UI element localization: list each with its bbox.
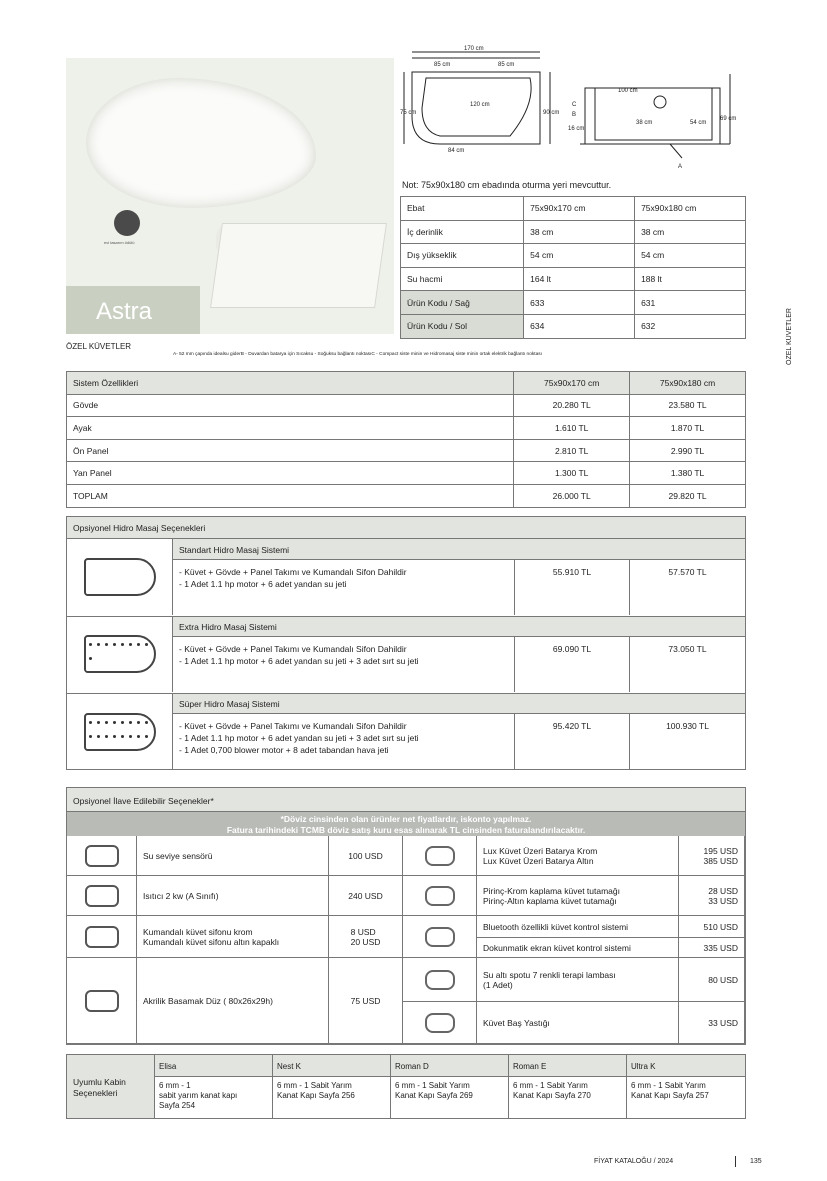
jet-dot-icon — [105, 735, 108, 738]
spec-label: Dış yükseklik — [401, 244, 524, 268]
dim-label: 100 cm — [618, 88, 638, 94]
technical-drawing — [400, 44, 750, 184]
option-name-text — [483, 943, 631, 953]
option-price-text — [704, 846, 739, 866]
cabin-detail — [509, 1077, 627, 1118]
jet-dot-icon — [113, 735, 116, 738]
spec-value: 38 cm — [635, 220, 746, 244]
seat-note: Not: 75x90x180 cm ebadında oturma yeri mevcuttur. — [402, 180, 612, 190]
cabin-name: Elisa — [155, 1055, 273, 1077]
option-price-text — [708, 1018, 738, 1028]
options-section — [66, 787, 746, 1045]
hydro-description — [173, 637, 515, 692]
option-price-text — [348, 851, 383, 861]
option-icon — [425, 886, 455, 906]
jet-dot-icon — [145, 735, 148, 738]
hydro-line: - 1 Adet 0,700 blower motor + 8 adet tabandan hava jeti — [179, 745, 389, 755]
jet-dot-icon — [137, 643, 140, 646]
bathtub-side-view-image — [210, 223, 387, 308]
product-name: Astra — [96, 298, 153, 325]
cabin-detail — [273, 1077, 391, 1118]
option-price-text — [351, 927, 381, 947]
spec-value: 188 lt — [635, 267, 746, 291]
spec-value: 164 lt — [524, 267, 635, 291]
option-price-line: 195 USD — [703, 845, 738, 856]
option-price-line: 33 USD — [708, 895, 738, 906]
option-price — [679, 916, 745, 938]
option-price-text — [704, 922, 739, 932]
cabin-line: 6 mm - 1 Sabit Yarım — [277, 1081, 352, 1090]
hydro-block — [67, 539, 745, 615]
option-price-line: 75 USD — [350, 995, 381, 1006]
dim-label: B — [572, 112, 577, 118]
hydro-separator — [67, 616, 745, 617]
hydro-block — [67, 693, 745, 770]
option-price-line: 33 USD — [708, 1017, 738, 1028]
system-header: 75x90x170 cm — [514, 372, 630, 395]
hydro-system-name: Süper Hidro Masaj Sistemi — [173, 693, 745, 714]
option-icon — [425, 846, 455, 866]
option-price-text — [704, 943, 739, 953]
system-price: 2.810 TL — [514, 439, 630, 462]
dim-label: 54 cm — [690, 120, 707, 126]
option-name-line: Lux Küvet Üzeri Batarya Krom — [483, 845, 598, 856]
system-row — [67, 439, 746, 462]
option-name — [477, 1002, 679, 1044]
cabin-line: Kanat Kapı Sayfa 270 — [513, 1091, 591, 1100]
cabin-line: 6 mm - 1 Sabit Yarım — [631, 1081, 706, 1090]
hydro-description — [173, 560, 515, 615]
cabin-line: Kanat Kapı Sayfa 256 — [277, 1091, 355, 1100]
currency-warning-line2: Fatura tarihindeki TCMB döviz satış kuru esas alınarak TL cinsinden faturalandırılacaktır. — [226, 825, 586, 835]
system-price: 1.300 TL — [514, 462, 630, 485]
hydro-system-name: Extra Hidro Masaj Sistemi — [173, 616, 745, 637]
hydro-description — [173, 714, 515, 770]
spec-value: 632 — [635, 314, 746, 338]
hydro-line: - 1 Adet 1.1 hp motor + 6 adet yandan su jeti + 3 adet sırt su jeti — [179, 733, 419, 743]
spec-value: 38 cm — [524, 220, 635, 244]
hydro-line: - Küvet + Gövde + Panel Takımı ve Kumandalı Sifon Dahildir — [179, 721, 407, 731]
footer-divider — [735, 1156, 736, 1167]
jet-dot-icon — [89, 643, 92, 646]
system-price: 20.280 TL — [514, 394, 630, 417]
hydro-image — [67, 616, 173, 692]
option-icon — [85, 845, 119, 867]
hydro-line: - 1 Adet 1.1 hp motor + 6 adet yandan su jeti + 3 adet sırt su jeti — [179, 656, 419, 666]
hydro-price: 55.910 TL — [515, 560, 630, 615]
option-price — [679, 836, 745, 876]
cabin-detail — [155, 1077, 273, 1118]
jet-dot-icon — [89, 657, 92, 660]
option-name — [477, 876, 679, 916]
options-title: Opsiyonel İlave Edilebilir Seçenekler* — [67, 788, 745, 812]
jet-dot-icon — [89, 735, 92, 738]
option-price-text — [708, 975, 738, 985]
drawing-footnote: A- 52 mm çapında idealsu giderB - Duvardan batarya için Sıcaksu - Soğuksu bağlantı noktasıC - Compact siste minin ve Hidromasaj siste minin ortak elektrik bağlantı noktası — [173, 352, 542, 357]
system-price: 1.870 TL — [630, 417, 746, 440]
hydro-line: - Küvet + Gövde + Panel Takımı ve Kumandalı Sifon Dahildir — [179, 644, 407, 654]
system-row — [67, 417, 746, 440]
option-price-line: 510 USD — [703, 921, 738, 932]
bathtub-outline-icon — [84, 713, 156, 751]
spec-label: Ebat — [401, 197, 524, 221]
system-price-table — [66, 371, 746, 508]
jet-dot-icon — [121, 721, 124, 724]
option-name-text — [143, 891, 219, 901]
dim-label: 69 cm — [720, 116, 737, 122]
spec-value: 54 cm — [635, 244, 746, 268]
option-name-line: Lux Küvet Üzeri Batarya Altın — [483, 855, 594, 866]
option-name-line: Isıtıcı 2 kw (A Sınıfı) — [143, 890, 219, 901]
spec-value: 631 — [635, 291, 746, 315]
option-name — [137, 876, 329, 916]
option-name-line: Akrilik Basamak Düz ( 80x26x29h) — [143, 995, 273, 1006]
dim-label: 120 cm — [470, 102, 490, 108]
jet-dot-icon — [129, 721, 132, 724]
option-price — [679, 1002, 745, 1044]
dim-label: 75 cm — [400, 110, 417, 116]
option-name-line: Bluetooth özellikli küvet kontrol sistemi — [483, 921, 629, 932]
dim-label: 16 cm — [568, 126, 585, 132]
option-price-line: 28 USD — [708, 885, 738, 896]
option-price — [329, 876, 403, 916]
option-name — [137, 916, 329, 958]
option-icon — [85, 926, 119, 948]
dim-label: 38 cm — [636, 120, 653, 126]
spec-value: 634 — [524, 314, 635, 338]
option-name — [477, 938, 679, 958]
page-number: 135 — [750, 1158, 762, 1165]
option-name-line: Pirinç-Krom kaplama küvet tutamağı — [483, 885, 620, 896]
hydro-price: 69.090 TL — [515, 637, 630, 692]
bathtub-outline-icon — [84, 635, 156, 673]
option-price — [329, 836, 403, 876]
option-price — [679, 938, 745, 958]
system-price: 1.610 TL — [514, 417, 630, 440]
option-icon — [425, 1013, 455, 1033]
jet-dot-icon — [129, 735, 132, 738]
footer-catalog: FİYAT KATALOĞU / 2024 — [594, 1158, 674, 1165]
option-name-line: Su seviye sensörü — [143, 850, 213, 861]
option-price-line: 8 USD — [350, 926, 376, 937]
option-name-line: Kumandalı küvet sifonu altın kapaklı — [143, 936, 280, 947]
hydro-price: 100.930 TL — [666, 721, 709, 731]
option-icon — [85, 990, 119, 1012]
jet-dot-icon — [89, 721, 92, 724]
option-name-line: Kumandalı küvet sifonu krom — [143, 926, 253, 937]
system-label: TOPLAM — [67, 484, 514, 507]
jet-dot-icon — [105, 721, 108, 724]
option-price — [679, 876, 745, 916]
system-header: 75x90x180 cm — [630, 372, 746, 395]
hydro-section-title: Opsiyonel Hidro Masaj Seçenekleri — [67, 517, 745, 539]
option-name-text — [483, 970, 616, 990]
option-name-text — [143, 996, 273, 1006]
cabin-options — [66, 1054, 746, 1119]
currency-warning — [67, 812, 745, 836]
spec-value: 75x90x170 cm — [524, 197, 635, 221]
system-label: Ön Panel — [67, 439, 514, 462]
option-name — [137, 836, 329, 876]
hydro-price: 95.420 TL — [515, 714, 630, 770]
cabin-line: 6 mm - 1 Sabit Yarım — [395, 1081, 470, 1090]
bathtub-top-view-image — [86, 78, 316, 208]
option-name-line: (1 Adet) — [483, 979, 513, 990]
option-price — [329, 916, 403, 958]
hydro-system-name: Standart Hidro Masaj Sistemi — [173, 539, 745, 560]
cabin-detail — [627, 1077, 745, 1118]
currency-warning-line1: *Döviz cinsinden olan ürünler net fiyatlardır, iskonto yapılmaz. — [280, 814, 532, 824]
spec-value: 54 cm — [524, 244, 635, 268]
cabin-name: Ultra K — [627, 1055, 745, 1077]
jet-dot-icon — [145, 721, 148, 724]
option-name-line: Su altı spotu 7 renkli terapi lambası — [483, 969, 616, 980]
cabin-line: Sayfa 254 — [159, 1101, 196, 1110]
option-price-line: 335 USD — [703, 942, 738, 953]
spec-row — [401, 291, 746, 315]
option-price-line: 80 USD — [708, 974, 738, 985]
option-name-line: Küvet Baş Yastığı — [483, 1017, 550, 1028]
hydro-price: 73.050 TL — [668, 644, 707, 654]
jet-dot-icon — [113, 721, 116, 724]
hydro-line: - 1 Adet 1.1 hp motor + 6 adet yandan su jeti — [179, 579, 347, 589]
hydro-line: - Küvet + Gövde + Panel Takımı ve Kumandalı Sifon Dahildir — [179, 567, 407, 577]
cabin-label: Uyumlu Kabin Seçenekleri — [67, 1055, 155, 1118]
hydro-block — [67, 616, 745, 692]
hydro-price: 57.570 TL — [668, 567, 707, 577]
system-row — [67, 484, 746, 507]
option-icon — [425, 970, 455, 990]
system-label: Ayak — [67, 417, 514, 440]
spec-label: İç derinlik — [401, 220, 524, 244]
spec-label: Ürün Kodu / Sağ — [401, 291, 524, 315]
award-logo-label: evi tasarım ödülü — [104, 240, 135, 245]
option-price — [329, 958, 403, 1044]
spec-value: 75x90x180 cm — [635, 197, 746, 221]
dim-label: 170 cm — [464, 46, 484, 52]
option-name-text — [483, 1018, 550, 1028]
category-caption: ÖZEL KÜVETLER — [66, 342, 132, 351]
option-price-text — [708, 886, 738, 906]
jet-dot-icon — [121, 643, 124, 646]
side-category-label: ÖZEL KÜVETLER — [786, 308, 793, 365]
spec-row — [401, 197, 746, 221]
system-price: 29.820 TL — [630, 484, 746, 507]
cabin-line: 6 mm - 1 — [159, 1081, 191, 1090]
dim-label: 85 cm — [498, 62, 515, 68]
spec-row — [401, 220, 746, 244]
cabin-line: Kanat Kapı Sayfa 257 — [631, 1091, 709, 1100]
option-name — [137, 958, 329, 1044]
award-logo-icon — [114, 210, 140, 236]
option-price-line: 100 USD — [348, 850, 383, 861]
system-header: Sistem Özellikleri — [67, 372, 514, 395]
jet-dot-icon — [97, 721, 100, 724]
spec-table — [400, 196, 746, 339]
cabin-name: Roman E — [509, 1055, 627, 1077]
dim-label: 90 cm — [543, 110, 560, 116]
spec-value: 633 — [524, 291, 635, 315]
system-price: 1.380 TL — [630, 462, 746, 485]
system-price: 26.000 TL — [514, 484, 630, 507]
cabin-name: Nest K — [273, 1055, 391, 1077]
hydro-image — [67, 539, 173, 615]
option-price-line: 20 USD — [350, 936, 381, 947]
option-price-line: 240 USD — [348, 890, 383, 901]
option-icon — [425, 927, 455, 947]
jet-dot-icon — [137, 721, 140, 724]
option-icon — [85, 885, 119, 907]
spec-row — [401, 244, 746, 268]
option-name-line: Dokunmatik ekran küvet kontrol sistemi — [483, 942, 631, 953]
cabin-detail — [391, 1077, 509, 1118]
bathtub-outline-icon — [84, 558, 156, 596]
cabin-line: Kanat Kapı Sayfa 269 — [395, 1091, 473, 1100]
option-name-text — [483, 922, 628, 932]
spec-label: Su hacmi — [401, 267, 524, 291]
spec-row — [401, 267, 746, 291]
system-row — [67, 462, 746, 485]
hydro-image — [67, 693, 173, 770]
spec-label: Ürün Kodu / Sol — [401, 314, 524, 338]
option-name-text — [143, 927, 279, 947]
option-name-text — [483, 886, 620, 906]
jet-dot-icon — [121, 735, 124, 738]
jet-dot-icon — [137, 735, 140, 738]
option-name — [477, 958, 679, 1002]
system-price: 2.990 TL — [630, 439, 746, 462]
cabin-name: Roman D — [391, 1055, 509, 1077]
option-name — [477, 836, 679, 876]
jet-dot-icon — [129, 643, 132, 646]
cabin-line: 6 mm - 1 Sabit Yarım — [513, 1081, 588, 1090]
hydro-separator — [67, 693, 745, 694]
option-name-text — [143, 851, 212, 861]
option-price — [679, 958, 745, 1002]
spec-row — [401, 314, 746, 338]
option-name-line: Pirinç-Altın kaplama küvet tutamağı — [483, 895, 617, 906]
option-price-text — [351, 996, 381, 1006]
product-photo — [66, 58, 394, 334]
option-price-text — [348, 891, 383, 901]
cabin-line: sabit yarım kanat kapı — [159, 1091, 238, 1100]
option-price-line: 385 USD — [703, 855, 738, 866]
system-row — [67, 394, 746, 417]
jet-dot-icon — [145, 643, 148, 646]
option-name-text — [483, 846, 597, 866]
dim-label: 85 cm — [434, 62, 451, 68]
dim-label: A — [678, 164, 683, 170]
dim-label: C — [572, 102, 577, 108]
jet-dot-icon — [113, 643, 116, 646]
system-header-row — [67, 372, 746, 395]
jet-dot-icon — [97, 735, 100, 738]
hydro-massage-section — [66, 516, 746, 770]
jet-dot-icon — [97, 643, 100, 646]
system-label: Yan Panel — [67, 462, 514, 485]
dim-label: 84 cm — [448, 148, 465, 154]
option-name — [477, 916, 679, 938]
jet-dot-icon — [105, 643, 108, 646]
system-price: 23.580 TL — [630, 394, 746, 417]
system-label: Gövde — [67, 394, 514, 417]
